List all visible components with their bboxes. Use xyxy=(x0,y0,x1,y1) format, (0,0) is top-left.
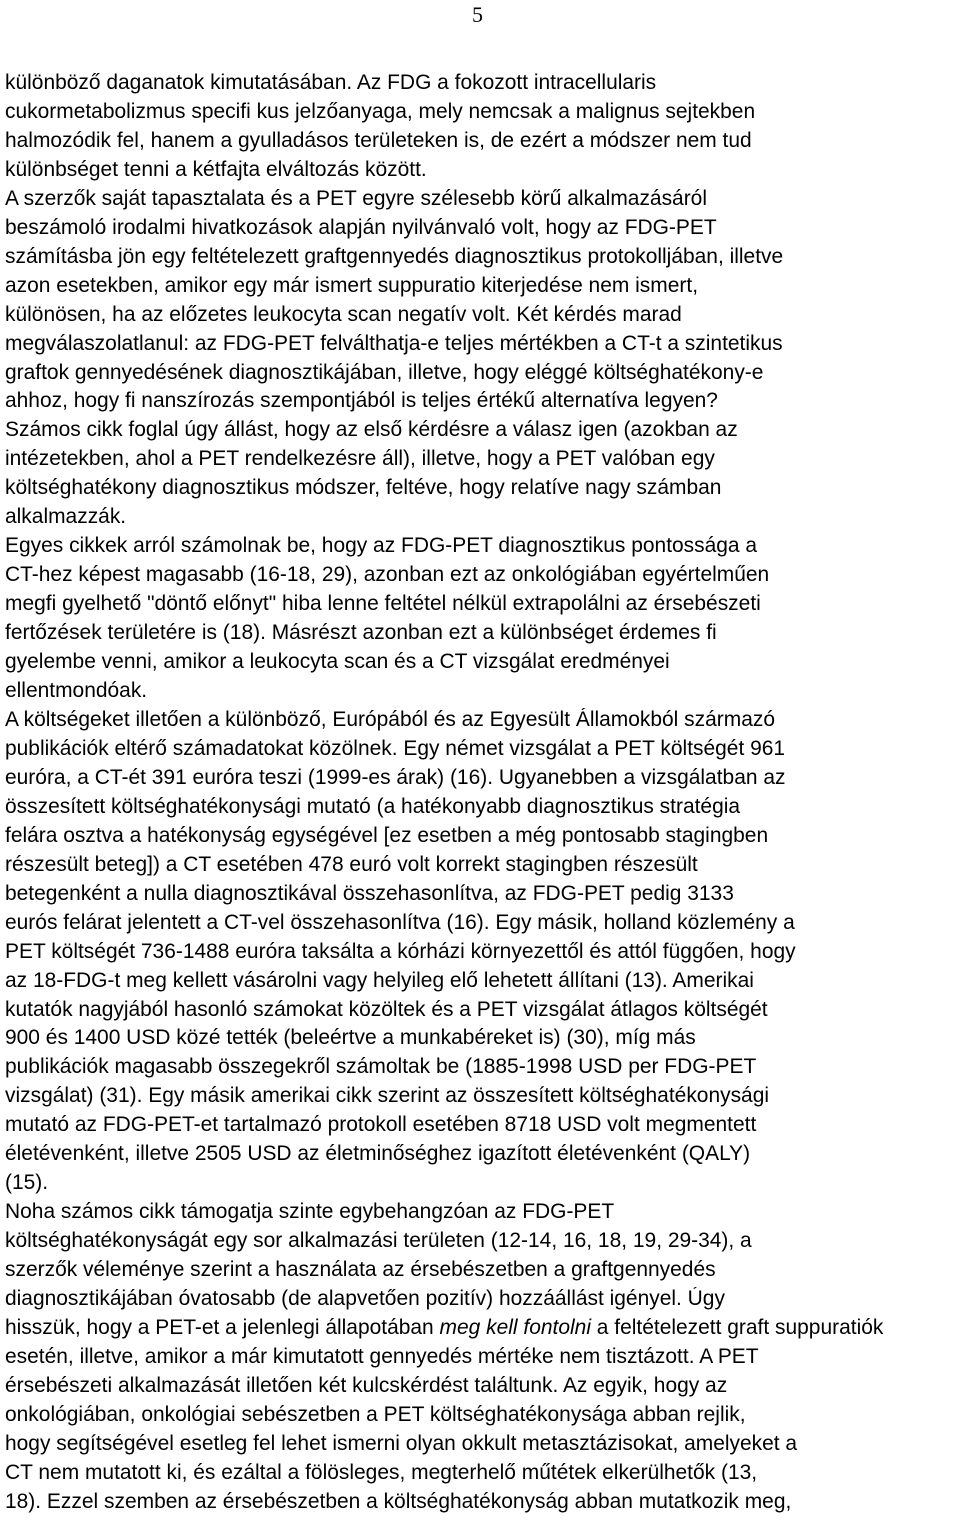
text-line: megválaszolatlanul: az FDG-PET felválthatja-e teljes mértékben a CT-t a szintetikus xyxy=(5,331,783,355)
text-line: szerzők véleménye szerint a használata az érsebészetben a graftgennyedés xyxy=(5,1258,716,1282)
text-line xyxy=(5,1314,958,1343)
text-line: hogy segítségével esetleg fel lehet ismerni olyan okkult metasztázisokat, amelyeket a xyxy=(5,1431,798,1455)
text-line: ahhoz, hogy fi nanszírozás szempontjából is teljes értékű alternatíva legyen? xyxy=(5,389,718,413)
text-line: alkalmazzák. xyxy=(5,505,127,529)
text-line: költséghatékonyságát egy sor alkalmazási területen (12-14, 16, 18, 19, 29-34), a xyxy=(5,1229,752,1253)
text-line: CT nem mutatott ki, és ezáltal a fölösleges, megterhelő műtétek elkerülhetők (13, xyxy=(5,1460,758,1484)
text-line: cukormetabolizmus specifi kus jelzőanyaga, mely nemcsak a malignus sejtekben xyxy=(5,99,756,123)
text-line: 18). Ezzel szemben az érsebészetben a költséghatékonyság abban mutatkozik meg, xyxy=(5,1489,792,1513)
text-line: beszámoló irodalmi hivatkozások alapján nyilvánvaló volt, hogy az FDG-PET xyxy=(5,215,717,239)
text-line: érsebészeti alkalmazását illetően két kulcskérdést találtunk. Az egyik, hogy az xyxy=(5,1373,728,1397)
text-line: eurós felárat jelentett a CT-vel összehasonlítva (16). Egy másik, holland közlemény a xyxy=(5,910,795,934)
text-line: A szerzők saját tapasztalata és a PET egyre szélesebb körű alkalmazásáról xyxy=(5,186,708,210)
text-line: az 18-FDG-t meg kellett vásárolni vagy helyileg elő lehetett állítani (13). Amerikai xyxy=(5,968,754,992)
text-line: vizsgálat) (31). Egy másik amerikai cikk szerint az összesített költséghatékonysági xyxy=(5,1084,770,1108)
text-line: életévenként, illetve 2505 USD az életminőséghez igazított életévenként (QALY) xyxy=(5,1142,751,1166)
text-line: különösen, ha az előzetes leukocyta scan negatív volt. Két kérdés marad xyxy=(5,302,682,326)
text-line: halmozódik fel, hanem a gyulladásos területeken is, de ezért a módszer nem tud xyxy=(5,128,752,152)
text-line: publikációk eltérő számadatokat közölnek. Egy német vizsgálat a PET költségét 961 xyxy=(5,736,786,760)
text-line: betegenként a nulla diagnosztikával összehasonlítva, az FDG-PET pedig 3133 xyxy=(5,881,734,905)
text-line: onkológiában, onkológiai sebészetben a PET költséghatékonysága abban rejlik, xyxy=(5,1402,746,1426)
text-line: intézetekben, ahol a PET rendelkezésre áll), illetve, hogy a PET valóban egy xyxy=(5,447,715,471)
text-line: mutató az FDG-PET-et tartalmazó protokoll esetében 8718 USD volt megmentett xyxy=(5,1113,757,1137)
text-line: graftok gennyedésének diagnosztikájában, illetve, hogy eléggé költséghatékony-e xyxy=(5,360,764,384)
text-line: publikációk magasabb összegekről számoltak be (1885-1998 USD per FDG-PET xyxy=(5,1055,757,1079)
text-line: összesített költséghatékonysági mutató (a hatékonyabb diagnosztikus stratégia xyxy=(5,794,741,818)
text-line: Noha számos cikk támogatja szinte egybehangzóan az FDG-PET xyxy=(5,1200,615,1224)
text-line: esetén, illetve, amikor a már kimutatott gennyedés mértéke nem tisztázott. A PET xyxy=(5,1344,759,1368)
text-line: különböző daganatok kimutatásában. Az FDG a fokozott intracellularis xyxy=(5,71,657,94)
text-segment: a feltételezett graft suppuratiók xyxy=(590,1315,884,1339)
text-line: CT-hez képest magasabb (16-18, 29), azonban ezt az onkológiában egyértelműen xyxy=(5,563,770,587)
text-line: diagnosztikájában óvatosabb (de alapvetően pozitív) hozzáállást igényel. Úgy xyxy=(5,1287,725,1311)
text-line: Egyes cikkek arról számolnak be, hogy az FDG-PET diagnosztikus pontossága a xyxy=(5,534,758,558)
text-line: költséghatékony diagnosztikus módszer, feltéve, hogy relatíve nagy számban xyxy=(5,476,722,500)
text-line: fertőzések területére is (18). Másrészt azonban ezt a különbséget érdemes fi xyxy=(5,621,717,645)
body-text xyxy=(5,69,960,1517)
text-line: PET költségét 736-1488 euróra taksálta a kórházi környezettől és attól függően, hogy xyxy=(5,939,796,963)
italic-phrase: meg kell fontolni xyxy=(439,1315,591,1339)
text-line: euróra, a CT-ét 391 euróra teszi (1999-es árak) (16). Ugyanebben a vizsgálatban az xyxy=(5,765,786,789)
page-number: 5 xyxy=(472,2,483,27)
text-line: ellentmondóak. xyxy=(5,679,148,703)
text-line: számításba jön egy feltételezett graftgennyedés diagnosztikus protokolljában, illetve xyxy=(5,244,784,268)
text-line: kutatók nagyjából hasonló számokat közöltek és a PET vizsgálat átlagos költségét xyxy=(5,997,768,1021)
text-line: felára osztva a hatékonyság egységével [ez esetben a még pontosabb stagingben xyxy=(5,823,769,847)
text-line: (15). xyxy=(5,1171,49,1195)
text-line: Számos cikk foglal úgy állást, hogy az első kérdésre a válasz igen (azokban az xyxy=(5,418,738,442)
text-segment: hisszük, hogy a PET-et a jelenlegi állapotában xyxy=(5,1315,440,1339)
text-line: 900 és 1400 USD közé tették (beleértve a munkabéreket is) (30), míg más xyxy=(5,1026,696,1050)
text-line: gyelembe venni, amikor a leukocyta scan és a CT vizsgálat eredményei xyxy=(5,650,670,674)
text-line: részesült beteg]) a CT esetében 478 euró volt korrekt stagingben részesült xyxy=(5,852,698,876)
text-line: A költségeket illetően a különböző, Európából és az Egyesült Államokból származó xyxy=(5,707,775,731)
text-line: megfi gyelhető "döntő előnyt" hiba lenne feltétel nélkül extrapolálni az érsebészeti xyxy=(5,592,761,616)
text-line: különbséget tenni a kétfajta elváltozás között. xyxy=(5,157,427,181)
text-line: azon esetekben, amikor egy már ismert suppuratio kiterjedése nem ismert, xyxy=(5,273,699,297)
